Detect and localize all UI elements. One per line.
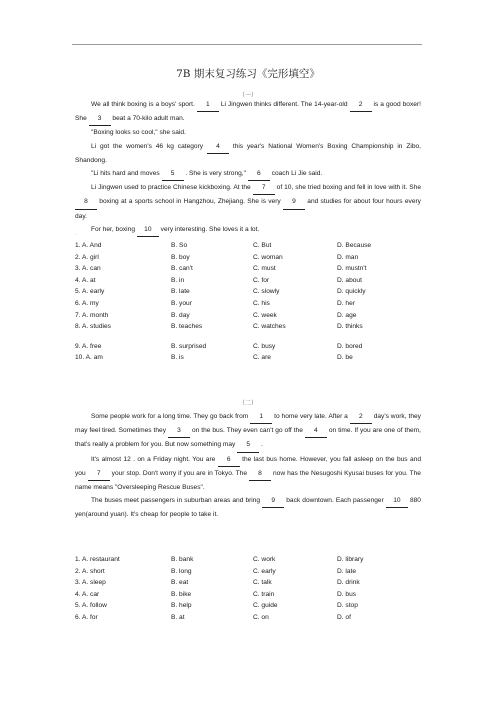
question-option-a[interactable]: 7. A. month: [75, 311, 109, 319]
option-row: [75, 614, 421, 626]
passage-paragraph: [75, 453, 421, 495]
passage-paragraph: [75, 98, 421, 126]
passage-text: "Li hits hard and moves: [91, 170, 160, 178]
option-row: [75, 312, 421, 324]
passage-text: beat a 70-kilo adult man.: [112, 115, 185, 123]
section-1-passage: [75, 98, 421, 237]
question-option-a[interactable]: 3. A. sleep: [75, 579, 106, 587]
question-option[interactable]: C. woman: [253, 253, 283, 261]
question-option[interactable]: C. on: [253, 613, 269, 621]
question-option[interactable]: B. boy: [171, 253, 190, 261]
answer-blank[interactable]: 10: [386, 494, 408, 508]
passage-text: 880 yen(around yuan). It's cheap for people to take it.: [75, 497, 421, 519]
passage-text: Li Jingwen used to practice Chinese kickboxing. At the: [91, 184, 251, 192]
passage-text: .: [261, 441, 263, 449]
question-option[interactable]: B. is: [171, 354, 184, 362]
answer-blank[interactable]: 2: [350, 98, 372, 112]
passage-text: the last bus home. However, you fall asleep on the bus and you: [75, 455, 421, 477]
option-row: [75, 300, 421, 312]
answer-blank[interactable]: 7: [88, 467, 110, 481]
question-option[interactable]: B. at: [171, 613, 185, 621]
passage-text: to home very late. After a: [274, 413, 348, 420]
question-option[interactable]: B. So: [171, 242, 188, 249]
passage-text: day's work, they may feel tired. Sometimes they: [75, 413, 421, 435]
passage-text: your stop. Don't worry if you are in Tokyo. The: [111, 469, 247, 477]
question-option-a[interactable]: 5. A. follow: [75, 602, 107, 610]
question-option-a[interactable]: 6. A. for: [75, 613, 98, 621]
option-row: [75, 354, 421, 366]
passage-paragraph: [75, 167, 421, 181]
passage-text: Some people work for a long time. They go back from: [91, 413, 249, 420]
question-option[interactable]: D. about: [337, 276, 362, 284]
passage-text: this year's National Women's Boxing Championship in Zibo, Shandong.: [75, 142, 421, 164]
answer-blank[interactable]: 6: [248, 167, 270, 181]
section-1-label: （一）: [238, 93, 257, 99]
question-option[interactable]: C. talk: [253, 579, 272, 587]
answer-blank[interactable]: 7: [253, 181, 275, 195]
question-option-a[interactable]: 9. A. free: [75, 342, 102, 350]
answer-blank[interactable]: 9: [283, 195, 305, 209]
question-option[interactable]: B. day: [171, 311, 190, 319]
answer-blank[interactable]: 10: [137, 223, 159, 237]
question-option[interactable]: C. busy: [253, 342, 276, 350]
passage-paragraph: [75, 410, 421, 453]
question-option[interactable]: D. bored: [337, 342, 363, 350]
option-row: [75, 579, 421, 591]
question-option[interactable]: D. of: [337, 613, 351, 621]
answer-blank[interactable]: 5: [162, 167, 184, 181]
answer-blank[interactable]: 8: [249, 467, 271, 481]
question-option[interactable]: D. drink: [337, 579, 360, 587]
question-option-a[interactable]: 3. A. can: [75, 265, 101, 273]
option-gap: [75, 335, 421, 343]
question-option[interactable]: D. thinks: [337, 323, 363, 331]
answer-blank[interactable]: 8: [75, 195, 97, 209]
question-option-a[interactable]: 4. A. at: [75, 276, 96, 284]
passage-text: . She is very strong,": [185, 170, 246, 178]
answer-blank[interactable]: 4: [305, 424, 327, 438]
question-option[interactable]: D. library: [337, 556, 364, 563]
question-option[interactable]: C. work: [253, 556, 276, 563]
passage-text: Li Jingwen thinks different. The 14-year-old: [220, 101, 348, 108]
question-option-a[interactable]: 8. A. studies: [75, 323, 111, 331]
passage-text: coach Li Jie said.: [271, 170, 323, 178]
section-2-label: （二）: [238, 401, 257, 407]
question-option[interactable]: C. must: [253, 265, 276, 273]
passage-text: now has the Nesugoshi Kyusai buses for you. The name means "Oversleeping Rescue Buses".: [75, 469, 421, 492]
answer-blank[interactable]: 2: [350, 410, 372, 424]
passage-text: and studies for about four hours every day.: [75, 198, 421, 220]
question-option[interactable]: C. week: [253, 311, 277, 319]
question-option[interactable]: B. eat: [171, 579, 189, 587]
question-option-a[interactable]: 6. A. my: [75, 299, 99, 307]
question-option[interactable]: C. his: [253, 299, 270, 307]
passage-text: For her, boxing: [91, 225, 135, 233]
passage-text: very interesting. She loves it a lot.: [160, 225, 260, 233]
passage-text: "Boxing looks so cool," she said.: [91, 129, 186, 137]
option-row: [75, 254, 421, 266]
section-2-options: [75, 556, 421, 626]
option-row: [75, 602, 421, 614]
question-option[interactable]: B. in: [171, 276, 185, 284]
question-option[interactable]: D. man: [337, 253, 359, 261]
passage-text: The buses meet passengers in suburban areas and bring: [91, 497, 261, 505]
question-option[interactable]: C. watches: [253, 323, 286, 331]
passage-text: of 10, she tried boxing and fell in love with it. She: [276, 184, 421, 192]
question-option-a[interactable]: 1. A. restaurant: [75, 556, 120, 563]
option-row: [75, 265, 421, 277]
passage-paragraph: [75, 181, 421, 223]
passage-text: Li got the women's 46 kg category: [91, 142, 204, 150]
passage-text: It's almost 12 . on a Friday night. You are: [91, 455, 216, 463]
question-option-a[interactable]: 4. A. car: [75, 590, 100, 598]
answer-blank[interactable]: 3: [168, 424, 190, 438]
passage-paragraph: [75, 223, 421, 237]
question-option[interactable]: D. her: [337, 299, 355, 307]
option-row: [75, 568, 421, 580]
option-row: [75, 277, 421, 289]
option-row: [75, 288, 421, 300]
passage-paragraph: [75, 494, 421, 521]
passage-text: on the bus. They even can't go off the: [191, 427, 303, 435]
option-row: [75, 591, 421, 603]
answer-blank[interactable]: 1: [250, 410, 272, 424]
passage-text: boxing at a sports school in Hangzhou, Zhejiang. She is very: [99, 198, 281, 206]
question-option-a[interactable]: 5. A. early: [75, 288, 105, 296]
answer-blank[interactable]: 4: [207, 140, 229, 154]
question-option[interactable]: D. late: [337, 567, 357, 575]
question-option[interactable]: D. quickly: [337, 288, 366, 296]
question-option[interactable]: C. guide: [253, 602, 278, 610]
question-option[interactable]: B. bike: [171, 590, 192, 598]
section-1-options: [75, 242, 421, 366]
option-row: [75, 343, 421, 355]
question-option[interactable]: C. for: [253, 276, 270, 284]
header-rule: [72, 44, 422, 45]
question-option[interactable]: B. can't: [171, 265, 193, 273]
answer-blank[interactable]: 3: [89, 112, 111, 126]
passage-paragraph: [75, 140, 421, 167]
page-title: 7B 期末复习练习《完形填空》: [176, 68, 320, 80]
answer-blank[interactable]: 9: [262, 494, 284, 508]
question-option[interactable]: B. bank: [171, 556, 194, 563]
option-row: [75, 323, 421, 335]
question-option[interactable]: D. be: [337, 354, 353, 362]
question-option[interactable]: D. age: [337, 311, 357, 319]
question-option[interactable]: C. But: [253, 242, 272, 249]
question-option-a[interactable]: 2. A. short: [75, 567, 105, 575]
option-row: [75, 556, 421, 568]
question-option[interactable]: B. late: [171, 288, 190, 296]
answer-blank[interactable]: 1: [197, 98, 219, 112]
question-option[interactable]: D. stop: [337, 602, 358, 610]
question-option[interactable]: D. bus: [337, 590, 357, 598]
question-option[interactable]: C. slowly: [253, 288, 280, 296]
passage-paragraph: [75, 126, 421, 139]
question-option[interactable]: B. help: [171, 602, 192, 610]
question-option[interactable]: B. surprised: [171, 342, 207, 350]
question-option[interactable]: C. are: [253, 354, 271, 362]
question-option[interactable]: C. early: [253, 567, 276, 575]
option-row: [75, 242, 421, 254]
passage-text: We all think boxing is a boys' sport.: [91, 101, 195, 108]
passage-text: is a good boxer! She: [75, 101, 421, 123]
paragraph-mark: ·: [75, 232, 77, 238]
question-option[interactable]: C. train: [253, 590, 275, 598]
question-option-a[interactable]: 1. A. And: [75, 242, 102, 249]
question-option-a[interactable]: 2. A. girl: [75, 253, 99, 261]
answer-blank[interactable]: 6: [218, 453, 240, 467]
question-option-a[interactable]: 10. A. am: [75, 354, 103, 362]
passage-text: back downtown. Each passenger: [286, 497, 384, 505]
answer-blank[interactable]: 5: [237, 438, 259, 452]
question-option[interactable]: D. Because: [337, 242, 372, 249]
question-option[interactable]: B. long: [171, 567, 192, 575]
question-option[interactable]: B. teaches: [171, 323, 203, 331]
question-option[interactable]: D. mustn't: [337, 265, 367, 273]
section-2-passage: [75, 410, 421, 522]
question-option[interactable]: B. your: [171, 299, 192, 307]
passage-text: on time. If you are one of them, that's really a problem for you. But now something may: [75, 427, 421, 449]
